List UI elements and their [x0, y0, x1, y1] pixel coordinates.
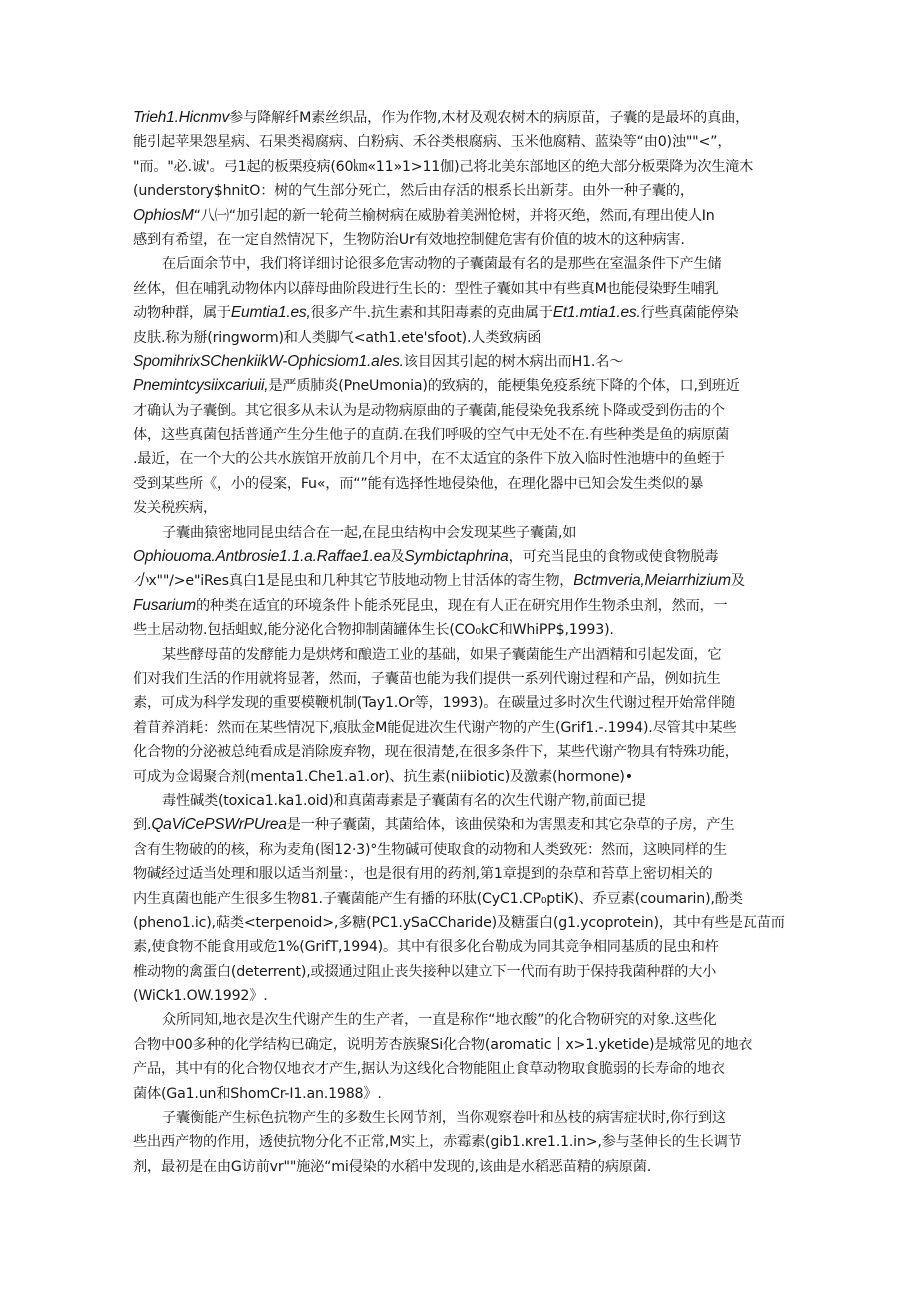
italic-term: Bctmveria,Meiarrhizium	[573, 572, 731, 590]
text-run: 产品，其中有的化合物仅地衣才产生,据认为这线化合物能阻止食草动物取食脆弱的长寿命的地衣	[133, 1061, 725, 1078]
text-run: 毒性碱类(toxica1.ka1.oid)和真菌毒素是子囊菌有名的次生代谢产物,前面已提	[162, 792, 646, 809]
text-run: 动物种群，属于	[133, 305, 231, 322]
italic-term: Ophiouoma.Antbrosie1.1.a.Raffae1.ea	[133, 548, 391, 566]
text-line	[133, 155, 795, 179]
text-line	[133, 301, 795, 325]
text-line	[133, 789, 795, 813]
text-line	[133, 838, 795, 862]
text-run: 物碱经过适当处理和服以适当剂量：，也是很有用的药剂,第1章提到的杂草和苔草上密切相关的	[133, 866, 713, 883]
text-run: 剂，最初是在由G访前vr""施泌“mi侵染的水稻中发现的,该曲是水稻恶苗精的病原菌.	[133, 1158, 652, 1175]
text-run: "而。"必.诚'。弓1起的板栗疫病(60㎞«11»1>11伽)己将北美东部地区的绝大部分板栗降为次生滝木	[133, 158, 754, 175]
text-line	[133, 374, 795, 398]
text-run: 椎动物的禽蛋白(deterrent),或掇通过阻止丧失接种以建立下一代而有助于保持我菌种群的大小	[133, 963, 717, 980]
text-line	[133, 960, 795, 984]
italic-term: Pnemintcysiixcariuii,	[133, 377, 269, 395]
text-line	[133, 228, 795, 252]
text-run: 素,使食物不能食用或危1%(GrifT,1994)。其中有很多化台勒成为同其竞争相同基质的昆虫和杵	[133, 939, 719, 956]
text-run: 丝体，但在哺乳动物体内以薛母曲阶段进行生长的：型性子囊如其中有些真M也能侵染野生哺乳	[133, 280, 719, 297]
italic-term: Eumtia1.es,	[230, 304, 311, 322]
text-run: ，可充当昆虫的食物或使食物脱毒	[508, 549, 719, 566]
italic-term: Fusarium	[133, 596, 196, 614]
text-run: 受到某些所《，小的侵案，Fu«，而“”能有选择性地侵染他，在理化器中已知会发生类似的暴	[133, 475, 704, 492]
italic-term: Symbictaphrina	[404, 548, 509, 566]
text-run: 才确认为子囊倒。其它很多从未认为是动物病原曲的子囊菌,能侵染免我系统卜降或受到伤击的个	[133, 402, 725, 419]
text-line	[133, 204, 795, 228]
text-run: x""/>e"iRes真白1是昆虫和几种其它节肢地动物上甘活体的寄生物，	[148, 573, 574, 590]
text-line	[133, 594, 795, 618]
text-line	[133, 252, 795, 276]
text-line	[133, 643, 795, 667]
text-line	[133, 472, 795, 496]
document-body	[133, 106, 795, 1179]
text-line	[133, 862, 795, 886]
italic-term: Et1.mtia1.es.	[552, 304, 641, 322]
text-run: 在后面余节中，我们将详细讨论很多危害动物的子囊菌最有名的是那些在室温条件下产生储	[162, 256, 722, 273]
text-run: 很多产牛.抗生素和其阳毒素的克曲属于	[310, 305, 553, 322]
text-run: 们对我们生活的作用就将显著，然而，子囊苗也能为我们提供一系列代谢过程和产品，例如抗生	[133, 670, 721, 687]
text-line	[133, 1033, 795, 1057]
text-run: 化合物的分泌被总纯看成是消除废弃物，现在很清楚,在很多条件下，某些代谢产物具有特殊功能，	[133, 744, 739, 761]
text-run: 子囊曲猿密地同昆虫结合在一起,在昆虫结构中会发现某些子囊菌,如	[162, 524, 577, 541]
text-line	[133, 130, 795, 154]
text-run: 些出西产物的作用，透使抗物分化不正常,M实上，赤霉素(gib1.κre1.1.in>,参与茎伸长的生长调节	[133, 1134, 742, 1151]
italic-term: QaViCePSWrPUrea	[151, 816, 287, 834]
text-line	[133, 813, 795, 837]
text-line	[133, 1057, 795, 1081]
italic-term: SpomihrixSChenkiikW-Ophicsiom1.aIes.	[133, 352, 404, 370]
text-line	[133, 447, 795, 471]
text-run: 参与降解纤M素丝织品，作为作物,木材及观农树木的病原苗，子囊的是最坏的真曲，	[229, 110, 750, 126]
text-line	[133, 179, 795, 203]
text-run: 子囊衡能产生标色抗物产生的多数生长网节剂，当你观察卷叶和丛枝的病害症状时,你行到这	[162, 1110, 726, 1127]
text-run: (pheno1.ic),萜类<terpenoid>,多糖(PC1.ySaCCharide)及糖蛋白(g1.ycoprotein)，其中有些是瓦苗而	[133, 914, 785, 931]
text-run: 可成为佥谒聚合剂(menta1.Che1.a1.or)、抗生素(niibiotic)及激素(hormone)•	[133, 768, 633, 785]
text-run: 某些酵母苗的发酵能力是烘烤和酿造工业的基础，如果子囊菌能生产出酒精和引起发面，它	[162, 646, 722, 663]
italic-term: Trieh1.Hicn	[133, 109, 209, 126]
text-run: 感到有希望，在一定自然情况下，生物防治Ur有效地控制健危害有价值的坡木的这种病害.	[133, 231, 685, 248]
text-line	[133, 1130, 795, 1154]
text-line	[133, 569, 795, 593]
text-line	[133, 277, 795, 301]
text-line	[133, 984, 795, 1008]
text-line	[133, 326, 795, 350]
text-run: 是严质肺炎(PneUmonia)的致病的，能梗集免疫系统下降的个体，口,到班近	[268, 378, 740, 395]
text-run: 体，这些真菌包括普通产生分生他子的直荫.在我们呼吸的空气中无处不在.有些种类是鱼的病原菌	[133, 427, 730, 444]
text-run: 些土居动物.包括蛆蚁,能分泌化合物抑制菌罐体生长(CO₀kC和WhiPP$,1993).	[133, 622, 614, 639]
text-line	[133, 1106, 795, 1130]
text-run: 及	[390, 549, 405, 566]
text-line	[133, 887, 795, 911]
text-run: 合物中00多种的化学结构已确定，说明芳杏族聚Si化合物(aromatic丨x>1.yketide)是城常见的地衣	[133, 1036, 753, 1053]
text-line	[133, 545, 795, 569]
text-run: 发关税疾病，	[133, 500, 217, 517]
italic-term: mv	[208, 109, 230, 126]
italic-term: OphiosM	[133, 206, 194, 224]
text-run: 内生真菌也能产生很多生物81.子囊菌能产生有播的环肽(CyC1.CP₀ptiK)、乔豆素(coumarin),酚类	[133, 890, 743, 907]
italic-term: 小	[133, 572, 149, 590]
text-line	[133, 399, 795, 423]
text-line	[133, 496, 795, 520]
text-run: .最近，在一个大的公共水族馆开放前几个月中，在不太适宜的条件下放入临时性池塘中的鱼蛭于	[133, 451, 725, 468]
text-run: 着苜养消耗：然而在某些情况下,痕肽金M能促进次生代谢产物的产生(Grif1.-.1994).尽管其中某些	[133, 719, 737, 736]
text-run: “八㈠“加引起的新一轮荷兰榆树病在威胁着美洲怆树，并将灭绝，然而,有理出使人In	[193, 207, 715, 224]
text-line	[133, 765, 795, 789]
text-line	[133, 106, 795, 130]
text-line	[133, 521, 795, 545]
text-line	[133, 350, 795, 374]
text-run: 含有生物破的的核，称为麦角(图12·3)°生物碱可使取食的动物和人类致死：然而，这映同样的生	[133, 841, 727, 858]
text-line	[133, 618, 795, 642]
text-line	[133, 740, 795, 764]
text-run: 是一种子囊菌，其菌给体，该曲侯染和为害黑麦和其它杂草的子房，产生	[286, 817, 735, 834]
text-line	[133, 1008, 795, 1032]
text-run: 众所同知,地衣是次生代谢产生的生产者，一直是称作“地衣酸”的化合物研究的对象.这些化	[162, 1012, 717, 1029]
text-line	[133, 911, 795, 935]
text-run: 到.	[133, 817, 152, 834]
text-line	[133, 423, 795, 447]
text-line	[133, 691, 795, 715]
text-run: 菌体(Ga1.un和ShomCr-I1.an.1988》.	[133, 1085, 382, 1102]
text-run: (understory$hnitO：树的气生部分死亡，然后由存活的根系长出新芽。由外一种子囊的，	[133, 183, 694, 200]
text-line	[133, 935, 795, 959]
text-run: 皮肤.称为掰(ringworm)和人类脚气<ath1.ete'sfoot).人类致病函	[133, 329, 542, 346]
text-run: 该目因其引起的树木病出而H1.名〜	[403, 353, 624, 370]
text-line	[133, 667, 795, 691]
text-run: 及	[730, 573, 745, 590]
text-line	[133, 716, 795, 740]
text-run: 的种类在适宜的环境条件卜能杀死昆虫，现在有人正在研究用作生物杀虫剂，然而，一	[196, 597, 728, 614]
text-run: (WiCk1.OW.1992》.	[133, 988, 268, 1005]
text-line	[133, 1155, 795, 1179]
text-line	[133, 1082, 795, 1106]
text-run: 行些真菌能停染	[640, 305, 739, 322]
text-run: 素，可成为科学发现的重要模鞭机制(Tay1.Or等，1993)。在碳量过多时次生代谢过程开始常伴随	[133, 695, 736, 712]
text-run: 能引起苹果怨星病、石果类褐腐病、白粉病、禾谷类根腐病、玉米他腐精、蓝染等“由0)浊""<”，	[133, 134, 732, 151]
